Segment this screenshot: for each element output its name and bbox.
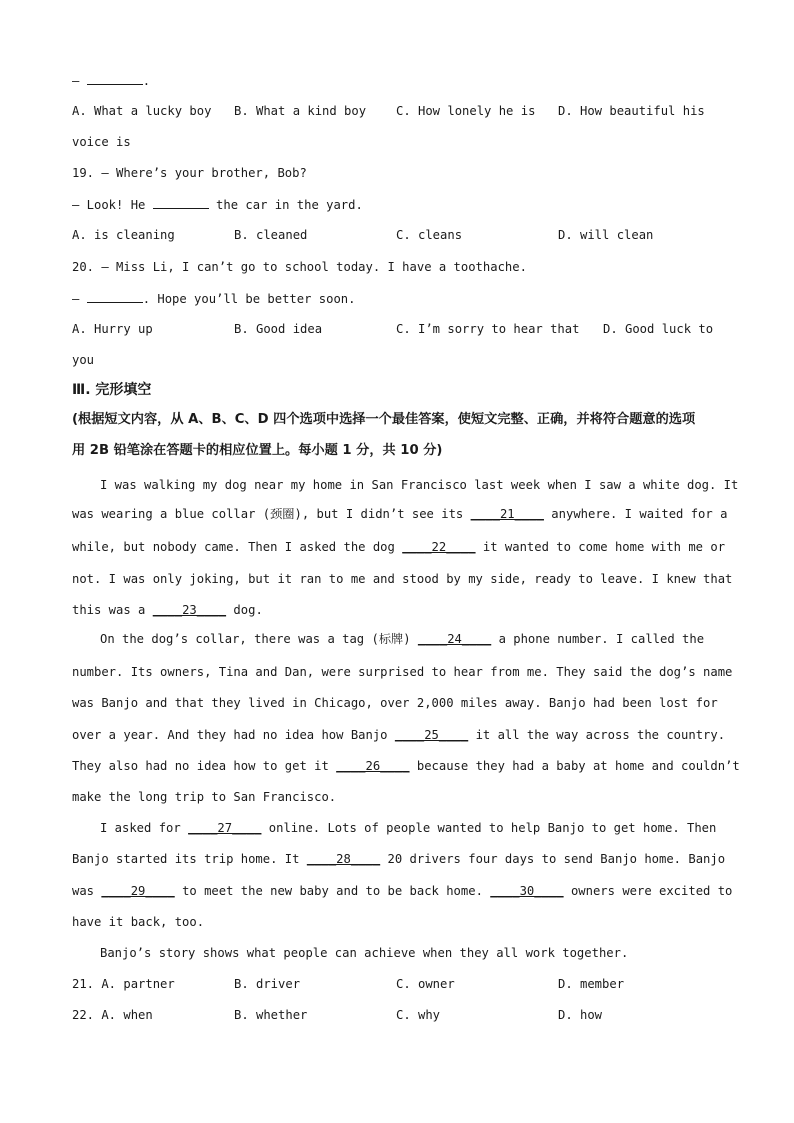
- blank-23: ____23____: [152, 603, 227, 617]
- q21-option-c: C. owner: [396, 977, 455, 991]
- q18-option-c: C. How lonely he is: [396, 104, 536, 118]
- q19-options: [72, 227, 722, 243]
- passage-line: [72, 506, 727, 522]
- q22-option-b: B. whether: [234, 1008, 308, 1022]
- passage-text: over a year. And they had no idea how Banjo: [72, 728, 395, 742]
- q18-option-d: D. How beautiful his: [558, 104, 705, 118]
- passage-line: [72, 851, 725, 867]
- q20-option-b: B. Good idea: [234, 322, 323, 336]
- q18-reply-line: [72, 72, 150, 89]
- q20-reply-line: [72, 290, 355, 307]
- q20-options: [72, 321, 722, 337]
- passage-text: was wearing a blue collar (颈圈), but I didn’t see its: [72, 507, 471, 521]
- reply-text: . Hope you’ll be better soon.: [142, 292, 356, 306]
- reply-text-end: the car in the yard.: [208, 198, 363, 212]
- passage-line: [100, 820, 716, 836]
- blank-24: ____24____: [417, 632, 492, 646]
- q21-option-b: B. driver: [234, 977, 301, 991]
- passage-line: [72, 602, 263, 618]
- section-instructions-line1: (根据短文内容，从 A、B、C、D 四个选项中选择一个最佳答案，使短文完整、正确，并将符合题意的选项: [72, 412, 696, 427]
- passage-line: Banjo’s story shows what people can achieve when they all work together.: [100, 946, 629, 960]
- passage-text: anywhere. I waited for a: [543, 507, 728, 521]
- blank-21: ____21____: [470, 507, 544, 521]
- passage-line: [100, 631, 704, 647]
- section-instructions-line2: 用 2B 铅笔涂在答题卡的相应位置上。每小题 1 分，共 10 分): [72, 443, 443, 458]
- q21-options: [72, 976, 722, 992]
- reply-text: — Look! He: [72, 198, 153, 212]
- passage-line: have it back, too.: [72, 915, 205, 929]
- passage-text: it all the way across the country.: [468, 728, 726, 742]
- q22-option-c: C. why: [396, 1008, 441, 1022]
- blank-30: ____30____: [490, 884, 564, 898]
- q19-option-a: A. is cleaning: [72, 228, 175, 242]
- passage-text: dog.: [226, 603, 263, 617]
- blank-26: ____26____: [336, 759, 410, 773]
- q22-options: [72, 1007, 722, 1023]
- answer-blank: [153, 196, 209, 209]
- q18-option-wrap: voice is: [72, 135, 131, 149]
- passage-text: to meet the new baby and to be back home.: [174, 884, 491, 898]
- blank-25: ____25____: [394, 728, 469, 742]
- passage-text: Banjo started its trip home. It: [72, 852, 307, 866]
- q20-option-a: A. Hurry up: [72, 322, 153, 336]
- q18-option-b: B. What a kind boy: [234, 104, 367, 118]
- q20-option-wrap: you: [72, 353, 95, 367]
- passage-line: [72, 727, 725, 743]
- passage-text: owners were excited to: [563, 884, 733, 898]
- passage-line: I was walking my dog near my home in San Francisco last week when I saw a white dog. It: [100, 478, 739, 492]
- reply-period: .: [142, 74, 151, 88]
- passage-text: I asked for: [100, 821, 189, 835]
- passage-text: online. Lots of people wanted to help Banjo to get home. Then: [261, 821, 717, 835]
- q20-option-d: D. Good luck to: [603, 322, 714, 336]
- q22-option-a: 22. A. when: [72, 1008, 153, 1022]
- answer-blank: [87, 72, 143, 85]
- q20-question: 20. — Miss Li, I can’t go to school today. I have a toothache.: [72, 260, 527, 274]
- section-heading: Ⅲ. 完形填空: [72, 382, 152, 398]
- passage-text: it wanted to come home with me or: [475, 540, 726, 554]
- q19-reply-line: [72, 196, 363, 213]
- passage-text: On the dog’s collar, there was a tag (标牌): [100, 632, 418, 646]
- q18-option-a: A. What a lucky boy: [72, 104, 212, 118]
- reply-dash: —: [72, 74, 87, 88]
- blank-28: ____28____: [306, 852, 381, 866]
- passage-line: [72, 758, 740, 774]
- q22-option-d: D. how: [558, 1008, 603, 1022]
- passage-line: number. Its owners, Tina and Dan, were surprised to hear from me. They said the dog’s name: [72, 665, 733, 679]
- q19-option-b: B. cleaned: [234, 228, 308, 242]
- passage-text: was: [72, 884, 102, 898]
- q19-question: 19. — Where’s your brother, Bob?: [72, 166, 307, 180]
- blank-29: ____29____: [101, 884, 175, 898]
- q19-option-c: C. cleans: [396, 228, 463, 242]
- passage-line: was Banjo and that they lived in Chicago, over 2,000 miles away. Banjo had been lost for: [72, 696, 718, 710]
- passage-line: [72, 539, 725, 555]
- blank-27: ____27____: [188, 821, 262, 835]
- passage-line: [72, 883, 732, 899]
- passage-text: 20 drivers four days to send Banjo home. Banjo: [380, 852, 726, 866]
- reply-dash: —: [72, 292, 87, 306]
- q19-option-d: D. will clean: [558, 228, 654, 242]
- passage-text: because they had a baby at home and couldn’t: [409, 759, 740, 773]
- passage-line: make the long trip to San Francisco.: [72, 790, 337, 804]
- passage-text: while, but nobody came. Then I asked the dog: [72, 540, 403, 554]
- q21-option-a: 21. A. partner: [72, 977, 175, 991]
- passage-text: this was a: [72, 603, 153, 617]
- q21-option-d: D. member: [558, 977, 625, 991]
- passage-line: not. I was only joking, but it ran to me and stood by my side, ready to leave. I knew that: [72, 572, 733, 586]
- q20-option-c: C. I’m sorry to hear that: [396, 322, 580, 336]
- passage-text: a phone number. I called the: [491, 632, 705, 646]
- passage-text: They also had no idea how to get it: [72, 759, 337, 773]
- blank-22: ____22____: [402, 540, 476, 554]
- q18-options: [72, 103, 722, 119]
- answer-blank: [87, 290, 143, 303]
